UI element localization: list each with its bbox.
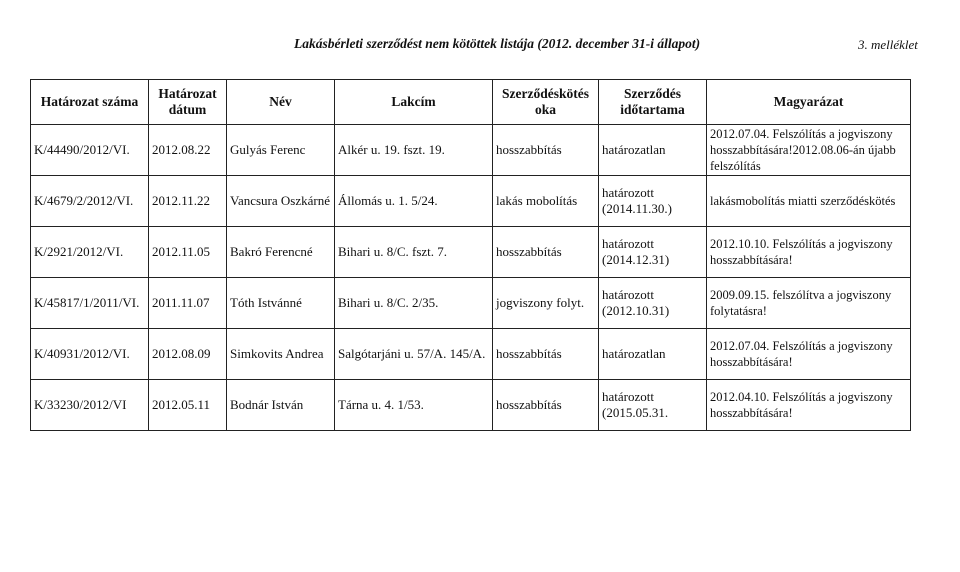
- cell-duration: határozott (2012.10.31): [599, 278, 707, 329]
- cell-explanation: 2012.04.10. Felszólítás a jogviszony hosszabbítására!: [707, 380, 911, 431]
- cell-address: Alkér u. 19. fszt. 19.: [335, 125, 493, 176]
- cell-explanation: 2012.07.04. Felszólítás a jogviszony hosszabbítására!: [707, 329, 911, 380]
- table-row: [31, 176, 911, 227]
- table-row: [31, 329, 911, 380]
- cell-name: Bodnár István: [227, 380, 335, 431]
- cell-number: K/45817/1/2011/VI.: [31, 278, 149, 329]
- cell-name: Gulyás Ferenc: [227, 125, 335, 176]
- annex-label: 3. melléklet: [858, 37, 918, 52]
- cell-duration: határozott (2015.05.31.: [599, 380, 707, 431]
- column-header-explanation: Magyarázat: [707, 80, 911, 125]
- cell-number: K/2921/2012/VI.: [31, 227, 149, 278]
- cell-duration: határozott (2014.11.30.): [599, 176, 707, 227]
- cell-date: 2011.11.07: [149, 278, 227, 329]
- cell-reason: jogviszony folyt.: [493, 278, 599, 329]
- cell-number: K/44490/2012/VI.: [31, 125, 149, 176]
- cell-name: Tóth Istvánné: [227, 278, 335, 329]
- cell-address: Bihari u. 8/C. 2/35.: [335, 278, 493, 329]
- cell-reason: hosszabbítás: [493, 227, 599, 278]
- cell-duration: határozatlan: [599, 329, 707, 380]
- cell-name: Vancsura Oszkárné: [227, 176, 335, 227]
- column-header-address: Lakcím: [335, 80, 493, 125]
- cell-address: Tárna u. 4. 1/53.: [335, 380, 493, 431]
- table-row: [31, 278, 911, 329]
- cell-duration: határozatlan: [599, 125, 707, 176]
- resolution-table: [30, 79, 911, 431]
- cell-reason: hosszabbítás: [493, 125, 599, 176]
- cell-date: 2012.08.09: [149, 329, 227, 380]
- table-row: [31, 227, 911, 278]
- column-header-number: Határozat száma: [31, 80, 149, 125]
- cell-reason: lakás mobolítás: [493, 176, 599, 227]
- cell-number: K/33230/2012/VI: [31, 380, 149, 431]
- cell-address: Állomás u. 1. 5/24.: [335, 176, 493, 227]
- cell-reason: hosszabbítás: [493, 380, 599, 431]
- cell-date: 2012.11.22: [149, 176, 227, 227]
- column-header-reason: Szerződéskötés oka: [493, 80, 599, 125]
- column-header-name: Név: [227, 80, 335, 125]
- cell-date: 2012.11.05: [149, 227, 227, 278]
- table-row: [31, 125, 911, 176]
- cell-date: 2012.08.22: [149, 125, 227, 176]
- page-title: Lakásbérleti szerződést nem kötöttek listája (2012. december 31-i állapot): [294, 36, 701, 51]
- cell-number: K/40931/2012/VI.: [31, 329, 149, 380]
- cell-explanation: 2012.07.04. Felszólítás a jogviszony hosszabbítására!2012.08.06-án újabb felszólítás: [707, 125, 911, 176]
- cell-duration: határozott (2014.12.31): [599, 227, 707, 278]
- cell-name: Simkovits Andrea: [227, 329, 335, 380]
- cell-address: Salgótarjáni u. 57/A. 145/A.: [335, 329, 493, 380]
- cell-explanation: lakásmobolítás miatti szerződéskötés: [707, 176, 911, 227]
- cell-address: Bihari u. 8/C. fszt. 7.: [335, 227, 493, 278]
- column-header-date: Határozat dátum: [149, 80, 227, 125]
- column-header-duration: Szerződés időtartama: [599, 80, 707, 125]
- table-row: [31, 380, 911, 431]
- cell-date: 2012.05.11: [149, 380, 227, 431]
- cell-name: Bakró Ferencné: [227, 227, 335, 278]
- cell-explanation: 2009.09.15. felszólítva a jogviszony folytatásra!: [707, 278, 911, 329]
- table-header-row: [31, 80, 911, 125]
- cell-number: K/4679/2/2012/VI.: [31, 176, 149, 227]
- cell-reason: hosszabbítás: [493, 329, 599, 380]
- cell-explanation: 2012.10.10. Felszólítás a jogviszony hosszabbítására!: [707, 227, 911, 278]
